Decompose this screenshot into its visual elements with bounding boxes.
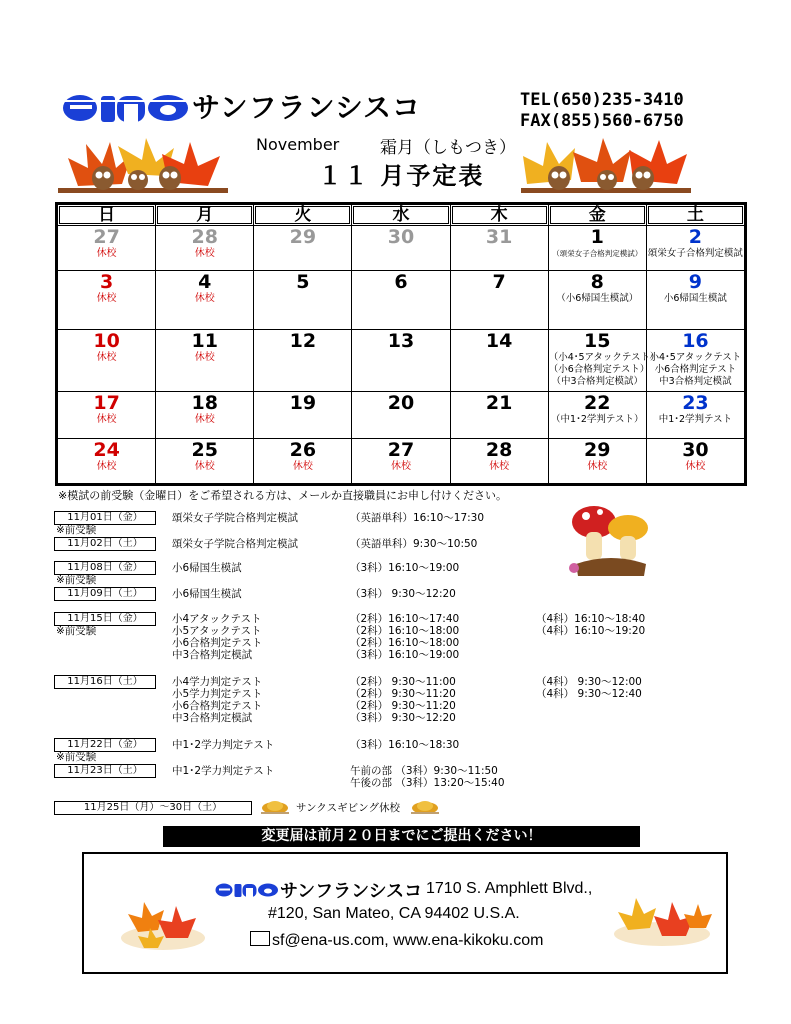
test-time: （3科）16:10～18:30 bbox=[350, 739, 460, 751]
maple-leaves-icon bbox=[118, 892, 208, 954]
test-name: 中3合格判定模試 bbox=[172, 649, 253, 661]
calendar-day-cell bbox=[548, 330, 660, 391]
calendar-week-row bbox=[58, 226, 745, 271]
calendar-day-cell bbox=[58, 391, 156, 438]
calendar-day-cell bbox=[646, 391, 744, 438]
day-number: 8 bbox=[590, 271, 604, 294]
day-number: 20 bbox=[387, 391, 415, 414]
test-time: （2科） 9:30～11:20 bbox=[350, 688, 456, 700]
test-time: （4科） 9:30～12:00 bbox=[536, 676, 642, 688]
test-time: 午後の部 （3科）13:20～15:40 bbox=[350, 777, 505, 789]
event-label: 小4･5アタックテスト bbox=[649, 352, 742, 364]
weekday-sun: 日 bbox=[58, 205, 156, 226]
day-number: 14 bbox=[485, 330, 513, 353]
calendar-day-cell bbox=[646, 271, 744, 330]
calendar-day-cell bbox=[548, 226, 646, 271]
day-number: 21 bbox=[485, 391, 513, 414]
calendar-day-cell bbox=[646, 438, 744, 483]
date-label: 11月09日（土） bbox=[54, 587, 156, 601]
monthly-calendar bbox=[55, 202, 747, 486]
tel-number: TEL(650)235-3410 bbox=[520, 90, 684, 110]
date-label: 11月16日（土） bbox=[54, 675, 156, 689]
closed-label: 休校 bbox=[292, 460, 313, 472]
day-number: 17 bbox=[93, 391, 120, 414]
closed-label: 休校 bbox=[96, 352, 117, 364]
page-title: １１ 月予定表 bbox=[318, 162, 485, 190]
day-number: 27 bbox=[387, 438, 415, 461]
mushroom-characters-icon bbox=[566, 502, 656, 580]
autumn-owls-decoration-icon bbox=[520, 134, 692, 200]
test-time: （4科）16:10～19:20 bbox=[536, 625, 646, 637]
test-name: 小6帰国生模試 bbox=[172, 562, 242, 574]
day-number: 29 bbox=[289, 226, 317, 248]
day-number: 12 bbox=[289, 330, 317, 353]
test-time: （3科） 9:30～12:20 bbox=[350, 588, 456, 600]
calendar-day-cell bbox=[450, 330, 548, 391]
autumn-owls-decoration-icon bbox=[58, 134, 228, 200]
event-label: （中3合格判定模試） bbox=[551, 376, 644, 388]
event-label: 中3合格判定模試 bbox=[659, 376, 732, 388]
closed-label: 休校 bbox=[587, 460, 608, 472]
calendar-day-cell bbox=[254, 438, 352, 483]
event-label: （小6合格判定テスト） bbox=[548, 364, 650, 376]
day-number: 26 bbox=[289, 438, 317, 461]
day-number: 7 bbox=[492, 271, 506, 294]
ena-logo-icon bbox=[215, 880, 279, 898]
weekday-mon: 月 bbox=[156, 205, 254, 226]
calendar-day-cell bbox=[450, 271, 548, 330]
test-name: 小6合格判定テスト bbox=[172, 637, 263, 649]
turkey-icon bbox=[408, 795, 442, 815]
calendar-day-cell bbox=[450, 226, 548, 271]
calendar-week-row bbox=[58, 271, 745, 330]
day-number: 18 bbox=[191, 391, 218, 414]
calendar-day-cell bbox=[156, 391, 254, 438]
maple-leaves-icon bbox=[610, 888, 715, 950]
calendar-day-cell bbox=[450, 438, 548, 483]
calendar-week-row bbox=[58, 391, 745, 438]
calendar-day-cell bbox=[352, 271, 450, 330]
date-label: 11月25日（月）～30日（土） bbox=[54, 801, 252, 815]
test-name: 中1･2学力判定テスト bbox=[172, 739, 275, 751]
closed-label: 休校 bbox=[96, 460, 117, 472]
test-time: （2科）16:10～18:00 bbox=[350, 625, 460, 637]
test-time: （4科）16:10～18:40 bbox=[536, 613, 646, 625]
exam-notice: ※模試の前受験（金曜日）をご希望される方は、メールか直接職員にお申し付けください。 bbox=[58, 489, 507, 502]
date-label: 11月08日（金） bbox=[54, 561, 156, 575]
event-label: （頌栄女子合格判定模試） bbox=[552, 249, 643, 258]
day-number: 31 bbox=[485, 226, 513, 248]
day-number: 10 bbox=[93, 330, 120, 353]
calendar-day-cell bbox=[254, 226, 352, 271]
day-number: 22 bbox=[584, 391, 611, 414]
test-name: 小6帰国生模試 bbox=[172, 588, 242, 600]
day-number: 4 bbox=[198, 271, 212, 294]
calendar-day-cell bbox=[352, 438, 450, 483]
test-name: 頌栄女子学院合格判定模試 bbox=[172, 512, 298, 524]
test-time: （英語単科）9:30～10:50 bbox=[350, 538, 478, 550]
day-number: 3 bbox=[99, 271, 114, 294]
calendar-day-cell bbox=[548, 391, 646, 438]
date-label: 11月22日（金） bbox=[54, 738, 156, 752]
calendar-day-cell bbox=[548, 438, 646, 483]
closed-label: 休校 bbox=[685, 460, 706, 472]
calendar-day-cell bbox=[254, 271, 352, 330]
date-label: 11月23日（土） bbox=[54, 764, 156, 778]
month-english: November bbox=[256, 135, 340, 154]
test-time: （2科） 9:30～11:20 bbox=[350, 700, 456, 712]
test-time: 午前の部 （3科）9:30～11:50 bbox=[350, 765, 498, 777]
day-number: 28 bbox=[485, 438, 513, 461]
day-number: 16 bbox=[682, 330, 709, 353]
calendar-day-cell bbox=[352, 226, 450, 271]
date-label: 11月15日（金） bbox=[54, 612, 156, 626]
day-number: 29 bbox=[584, 438, 611, 461]
closed-label: 休校 bbox=[96, 413, 117, 425]
test-name: 小4アタックテスト bbox=[172, 613, 262, 625]
calendar-day-cell bbox=[646, 226, 744, 271]
day-number: 30 bbox=[682, 438, 709, 461]
mail-icon bbox=[250, 931, 270, 946]
calendar-day-cell bbox=[58, 438, 156, 483]
test-name: 小5学力判定テスト bbox=[172, 688, 263, 700]
pre-exam-label: ※前受験 bbox=[56, 524, 97, 536]
test-name: 中3合格判定模試 bbox=[172, 712, 253, 724]
closed-label: 休校 bbox=[390, 460, 411, 472]
closed-label: 休校 bbox=[194, 248, 215, 259]
calendar-day-cell bbox=[450, 391, 548, 438]
closed-label: 休校 bbox=[194, 460, 215, 472]
closed-label: 休校 bbox=[96, 293, 117, 305]
calendar-day-cell bbox=[548, 271, 646, 330]
calendar-day-cell bbox=[58, 330, 156, 391]
closed-label: 休校 bbox=[194, 352, 215, 364]
calendar-day-cell bbox=[58, 226, 156, 271]
test-time: （3科） 9:30～12:20 bbox=[350, 712, 456, 724]
footer-brand-name: サンフランシスコ bbox=[280, 881, 423, 902]
calendar-day-cell bbox=[156, 226, 254, 271]
event-label: 小6帰国生模試 bbox=[663, 293, 727, 305]
day-number: 27 bbox=[93, 226, 120, 248]
day-number: 15 bbox=[584, 330, 611, 353]
day-number: 30 bbox=[387, 226, 415, 248]
weekday-fri: 金 bbox=[548, 205, 646, 226]
calendar-day-cell bbox=[58, 271, 156, 330]
test-time: （2科）16:10～18:00 bbox=[350, 637, 460, 649]
email-and-website[interactable]: sf@ena-us.com, www.ena-kikoku.com bbox=[272, 932, 544, 949]
contact-line bbox=[250, 931, 543, 950]
day-number: 11 bbox=[191, 330, 218, 353]
address-line-1: 1710 S. Amphlett Blvd., bbox=[426, 880, 593, 897]
brand-name: サンフランシスコ bbox=[192, 91, 422, 124]
calendar-day-cell bbox=[156, 271, 254, 330]
day-number: 19 bbox=[289, 391, 317, 414]
calendar-day-cell bbox=[156, 438, 254, 483]
deadline-banner: 変更届は前月２０日までにご提出ください！ bbox=[163, 826, 640, 847]
test-name: 頌栄女子学院合格判定模試 bbox=[172, 538, 298, 550]
test-name: 小6合格判定テスト bbox=[172, 700, 263, 712]
event-label: 頌栄女子合格判定模試 bbox=[647, 248, 743, 259]
fax-number: FAX(855)560-6750 bbox=[520, 111, 684, 131]
test-time: （3科）16:10～19:00 bbox=[350, 649, 460, 661]
calendar-day-cell bbox=[646, 330, 744, 391]
test-name: 小5アタックテスト bbox=[172, 625, 262, 637]
pre-exam-label: ※前受験 bbox=[56, 625, 97, 637]
weekday-tue: 火 bbox=[254, 205, 352, 226]
calendar-week-row bbox=[58, 438, 745, 483]
day-number: 2 bbox=[688, 226, 703, 248]
calendar-day-cell bbox=[352, 330, 450, 391]
address-line-2: #120, San Mateo, CA 94402 U.S.A. bbox=[268, 905, 520, 922]
day-number: 25 bbox=[191, 438, 218, 461]
test-time: （2科） 9:30～11:00 bbox=[350, 676, 456, 688]
day-number: 23 bbox=[682, 391, 709, 414]
calendar-week-row bbox=[58, 330, 745, 391]
day-number: 28 bbox=[191, 226, 218, 248]
weekday-thu: 木 bbox=[450, 205, 548, 226]
calendar-day-cell bbox=[254, 330, 352, 391]
month-japanese: 霜月（しもつき） bbox=[380, 138, 516, 158]
test-time: （英語単科）16:10～17:30 bbox=[350, 512, 485, 524]
date-label: 11月02日（土） bbox=[54, 537, 156, 551]
calendar-day-cell bbox=[352, 391, 450, 438]
event-label: 中1･2学判テスト bbox=[658, 413, 733, 425]
calendar-day-cell bbox=[156, 330, 254, 391]
weekday-wed: 水 bbox=[352, 205, 450, 226]
closed-label: 休校 bbox=[96, 248, 117, 259]
weekday-header-row bbox=[58, 205, 745, 226]
day-number: 13 bbox=[387, 330, 415, 353]
closed-label: 休校 bbox=[489, 460, 510, 472]
turkey-icon bbox=[258, 795, 292, 815]
event-label: 小6合格判定テスト bbox=[654, 364, 737, 376]
day-number: 5 bbox=[296, 271, 310, 294]
calendar-day-cell bbox=[254, 391, 352, 438]
day-number: 6 bbox=[394, 271, 408, 294]
thanksgiving-label: サンクスギビング休校 bbox=[296, 802, 400, 814]
weekday-sat: 土 bbox=[646, 205, 744, 226]
pre-exam-label: ※前受験 bbox=[56, 751, 97, 763]
test-time: （4科） 9:30～12:40 bbox=[536, 688, 642, 700]
event-label: （小4･5アタックテスト） bbox=[548, 352, 660, 364]
test-time: （3科）16:10～19:00 bbox=[350, 562, 460, 574]
closed-label: 休校 bbox=[194, 293, 215, 305]
ena-logo-icon bbox=[62, 88, 190, 124]
pre-exam-label: ※前受験 bbox=[56, 574, 97, 586]
test-time: （2科）16:10～17:40 bbox=[350, 613, 460, 625]
day-number: 9 bbox=[688, 271, 703, 294]
closed-label: 休校 bbox=[194, 413, 215, 425]
day-number: 24 bbox=[93, 438, 120, 461]
event-label: （小6帰国生模試） bbox=[556, 293, 639, 305]
contact-block bbox=[520, 90, 684, 132]
event-label: （中1･2学判テスト） bbox=[551, 413, 644, 425]
date-label: 11月01日（金） bbox=[54, 511, 156, 525]
test-name: 小4学力判定テスト bbox=[172, 676, 263, 688]
day-number: 1 bbox=[590, 226, 604, 248]
test-name: 中1･2学力判定テスト bbox=[172, 765, 275, 777]
